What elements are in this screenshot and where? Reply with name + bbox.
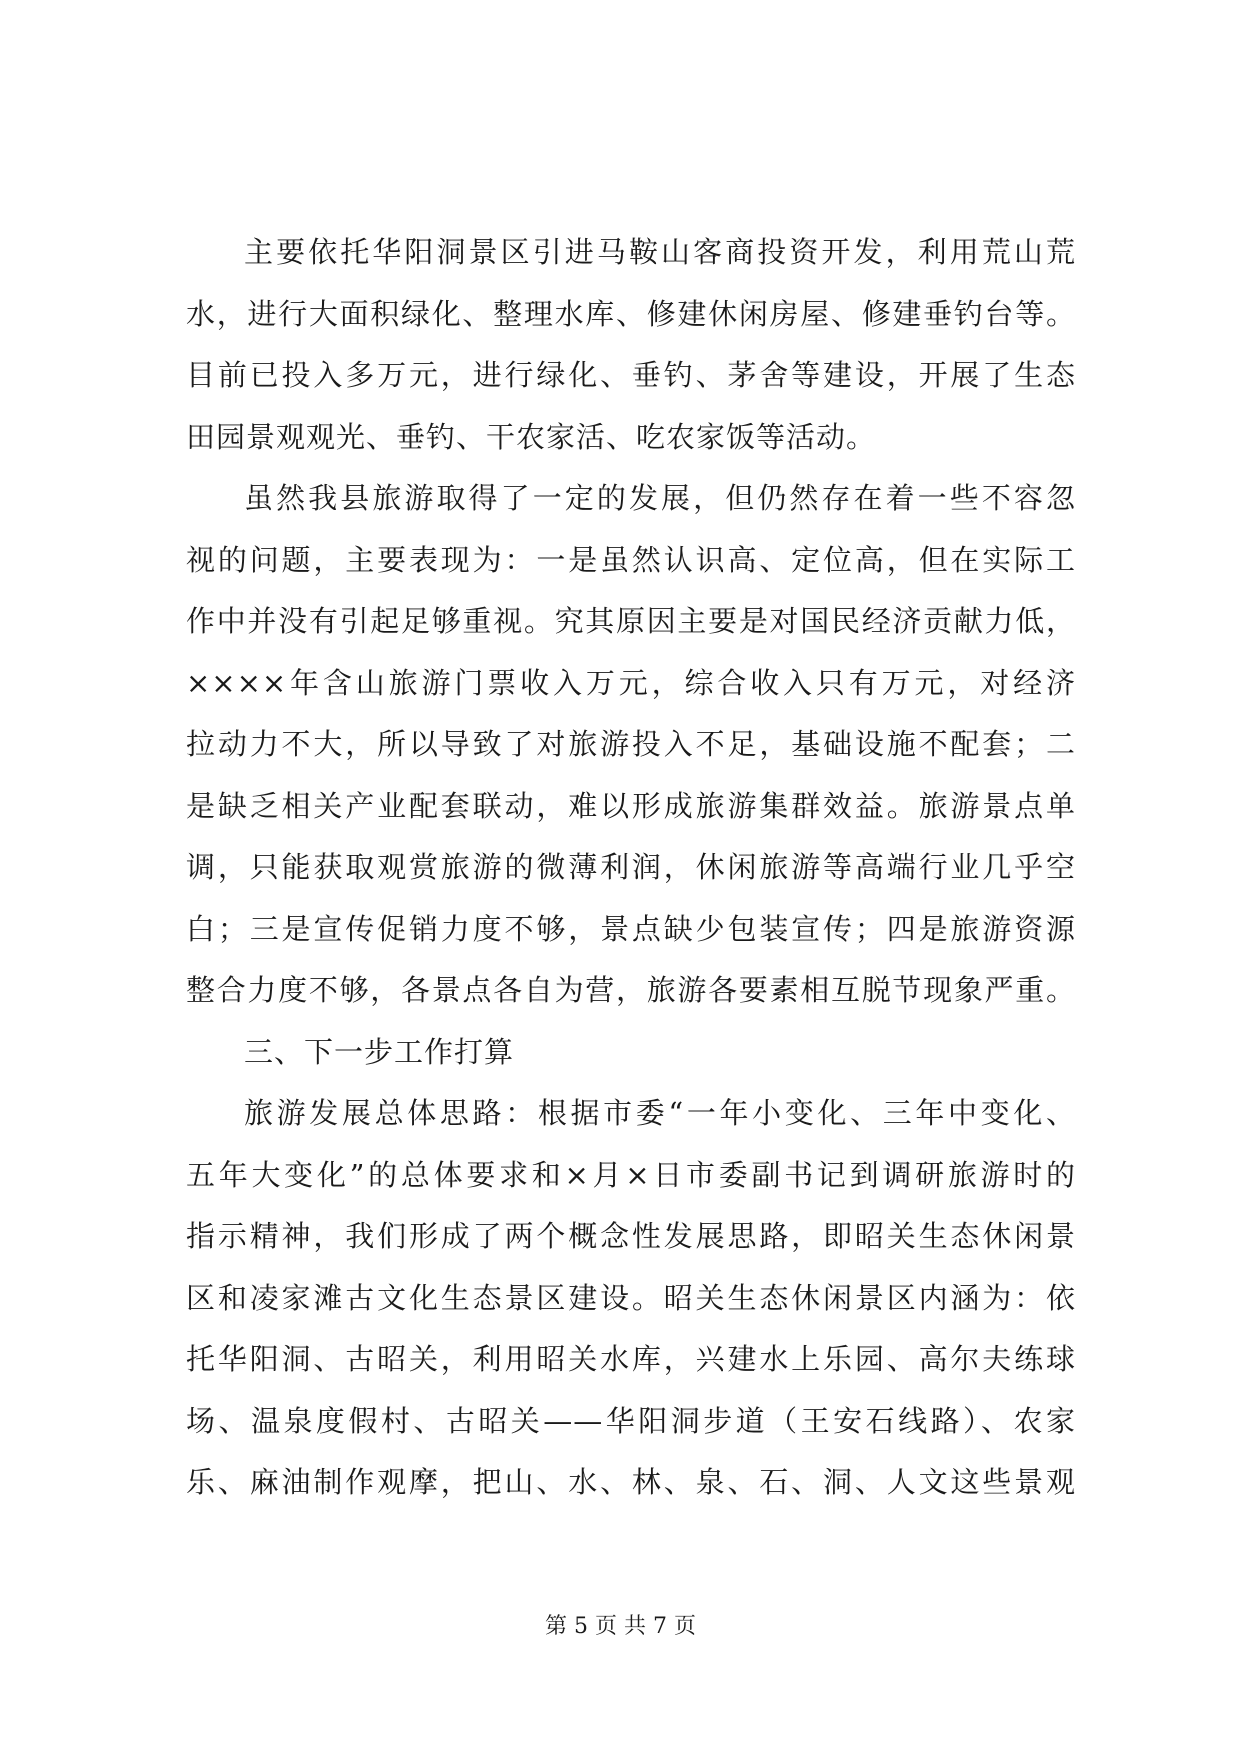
paragraph [186, 1083, 1076, 1514]
text-line: 五年大变化”的总体要求和×月×日市委副书记到调研旅游时的 [186, 1157, 1076, 1192]
heading-line: 三、下一步工作打算 [244, 1034, 515, 1069]
text-line: 水，进行大面积绿化、整理水库、修建休闲房屋、修建垂钓台等。 [186, 296, 1076, 331]
text-line: 作中并没有引起足够重视。究其原因主要是对国民经济贡献力低， [186, 604, 1076, 638]
text-line: 拉动力不大，所以导致了对旅游投入不足，基础设施不配套；二 [186, 727, 1076, 761]
text-line: 指示精神，我们形成了两个概念性发展思路，即昭关生态休闲景 [186, 1219, 1076, 1253]
text-line: 主要依托华阳洞景区引进马鞍山客商投资开发，利用荒山荒 [244, 235, 1076, 269]
section-heading [186, 1022, 1076, 1084]
text-line: 托华阳洞、古昭关，利用昭关水库，兴建水上乐园、高尔夫练球 [186, 1342, 1076, 1376]
text-line: 整合力度不够，各景点各自为营，旅游各要素相互脱节现象严重。 [186, 973, 1076, 1007]
text-line: 田园景观观光、垂钓、干农家活、吃农家饭等活动。 [186, 419, 877, 454]
text-line: 区和凌家滩古文化生态景区建设。昭关生态休闲景区内涵为：依 [186, 1280, 1076, 1315]
text-line: 旅游发展总体思路：根据市委“一年小变化、三年中变化、 [244, 1096, 1076, 1130]
text-line: 虽然我县旅游取得了一定的发展，但仍然存在着一些不容忽 [244, 481, 1076, 515]
text-line: 乐、麻油制作观摩，把山、水、林、泉、石、洞、人文这些景观 [186, 1465, 1076, 1499]
text-line: 调，只能获取观赏旅游的微薄利润，休闲旅游等高端行业几乎空 [186, 850, 1076, 884]
text-line: 是缺乏相关产业配套联动，难以形成旅游集群效益。旅游景点单 [186, 788, 1076, 823]
page-footer: 第 5 页 共 7 页 [545, 1614, 696, 1639]
text-line: 场、温泉度假村、古昭关——华阳洞步道（王安石线路）、农家 [186, 1403, 1076, 1438]
paragraph [186, 468, 1076, 1022]
text-line: 目前已投入多万元，进行绿化、垂钓、茅舍等建设，开展了生态 [186, 358, 1076, 392]
text-line: 白；三是宣传促销力度不够，景点缺少包装宣传；四是旅游资源 [186, 911, 1076, 946]
text-line: ××××年含山旅游门票收入万元，综合收入只有万元，对经济 [186, 665, 1076, 700]
paragraph [186, 222, 1076, 468]
document-body [186, 222, 1076, 1514]
text-line: 视的问题，主要表现为：一是虽然认识高、定位高，但在实际工 [186, 542, 1076, 577]
